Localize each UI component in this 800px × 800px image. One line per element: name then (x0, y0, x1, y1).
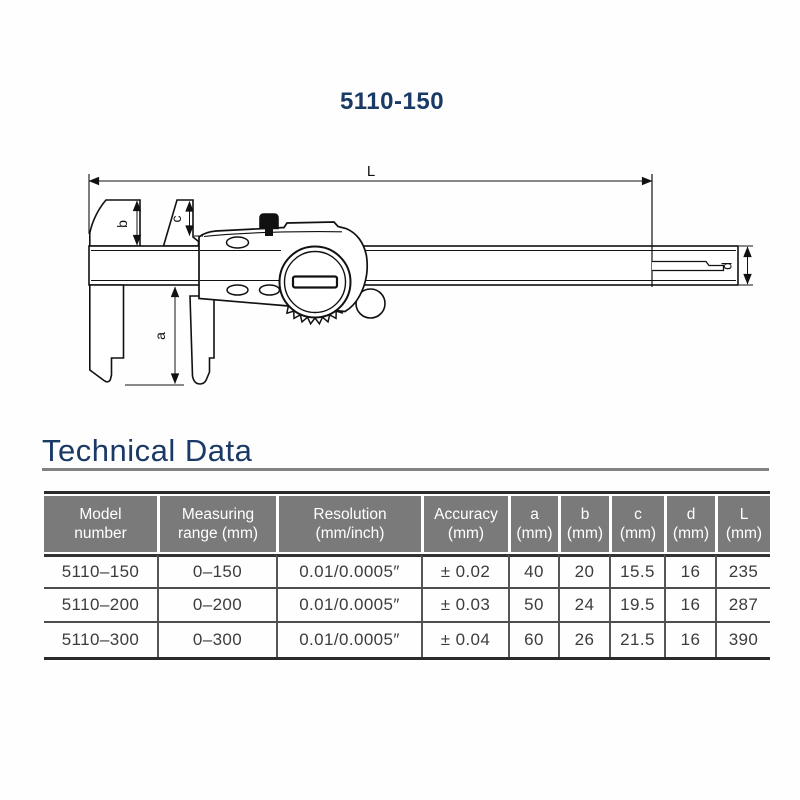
lower-fixed-jaw (90, 285, 124, 382)
table-cell: 21.5 (609, 623, 664, 657)
table-row-5110-300 (44, 623, 770, 657)
table-cell: ± 0.03 (421, 589, 508, 623)
table-cell: 0–300 (157, 623, 276, 657)
page-title: 5110-150 (339, 88, 445, 115)
table-row-5110-200 (44, 589, 770, 623)
slider-slot-bottom-left (227, 285, 248, 295)
table-cell: ± 0.02 (421, 554, 508, 589)
lcd-window (293, 277, 337, 288)
technical-data-table-wrap (44, 491, 770, 660)
col-header-measuring-range: Measuring range (mm) (157, 494, 276, 554)
beam (89, 246, 738, 285)
heading-underline (42, 468, 769, 471)
table-cell: 0.01/0.0005″ (276, 589, 421, 623)
dim-label-c: c (168, 215, 184, 223)
dim-label-b: b (114, 220, 130, 228)
col-header-resolution: Resolution (mm/inch) (276, 494, 421, 554)
table-cell: 5110–200 (44, 589, 157, 623)
col-header-c: c (mm) (609, 494, 664, 554)
table-cell: 390 (715, 623, 770, 657)
table-cell: 26 (558, 623, 609, 657)
table-cell: 287 (715, 589, 770, 623)
table-cell: 20 (558, 554, 609, 589)
col-header-d: d (mm) (664, 494, 715, 554)
table-cell: 0–200 (157, 589, 276, 623)
col-header-L: L (mm) (715, 494, 770, 554)
col-header-b: b (mm) (558, 494, 609, 554)
slider-slot-bottom-right (260, 285, 280, 295)
table-cell: 50 (508, 589, 558, 623)
table-cell: 19.5 (609, 589, 664, 623)
table-cell: 0.01/0.0005″ (276, 623, 421, 657)
table-row-5110-150 (44, 554, 770, 589)
table-cell: 235 (715, 554, 770, 589)
table-cell: 16 (664, 554, 715, 589)
col-header-accuracy: Accuracy (mm) (421, 494, 508, 554)
col-header-model-number: Model number (44, 494, 157, 554)
lock-screw-knob (260, 214, 278, 229)
dim-label-L: L (366, 163, 376, 180)
table-cell: 15.5 (609, 554, 664, 589)
table-cell: ± 0.04 (421, 623, 508, 657)
table-cell: 24 (558, 589, 609, 623)
section-heading: Technical Data (42, 433, 253, 468)
table-cell: 16 (664, 589, 715, 623)
lock-screw-stem (265, 228, 273, 236)
col-header-a: a (mm) (508, 494, 558, 554)
dim-label-d: d (718, 262, 735, 270)
dim-label-a: a (152, 332, 168, 340)
lower-slider-jaw (190, 296, 214, 384)
table-cell: 5110–300 (44, 623, 157, 657)
technical-data-table (44, 491, 770, 660)
table-cell: 5110–150 (44, 554, 157, 589)
table-cell: 0–150 (157, 554, 276, 589)
table-cell: 16 (664, 623, 715, 657)
table-cell: 40 (508, 554, 558, 589)
slider-slot-top (227, 237, 249, 248)
table-cell: 0.01/0.0005″ (276, 554, 421, 589)
header-row (44, 494, 770, 554)
table-cell: 60 (508, 623, 558, 657)
caliper-outline (89, 174, 738, 384)
